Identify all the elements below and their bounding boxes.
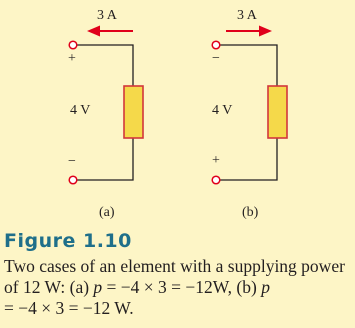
caption-text-3: = −4 × 3 = −12 W. bbox=[4, 298, 134, 318]
circuit-a-current-label: 3 A bbox=[97, 8, 117, 23]
circuit-b-bottom-polarity: + bbox=[212, 153, 220, 168]
circuit-b-element bbox=[268, 86, 287, 138]
circuit-a-element bbox=[124, 86, 143, 138]
caption-text-2: = −4 × 3 = −12W, (b) bbox=[106, 277, 257, 297]
circuit-b-voltage-label: 4 V bbox=[212, 103, 233, 118]
circuit-b-bottom-terminal bbox=[212, 176, 220, 184]
circuit-b-current-label: 3 A bbox=[237, 8, 257, 23]
circuit-b-top-polarity: − bbox=[212, 51, 220, 66]
circuit-b-sublabel: (b) bbox=[242, 205, 259, 220]
figure-caption bbox=[4, 256, 354, 319]
caption-variable-p-1: p bbox=[93, 277, 103, 297]
caption-variable-p-2: p bbox=[261, 277, 270, 297]
caption-text-1: Two cases of an element with a supplying power of 12 W: (a) bbox=[4, 256, 345, 297]
circuit-a-sublabel: (a) bbox=[99, 205, 115, 220]
figure-title: Figure 1.10 bbox=[4, 230, 132, 252]
circuit-b-current-arrow bbox=[226, 26, 272, 37]
circuit-b-top-terminal bbox=[212, 41, 220, 49]
circuit-a-current-arrow bbox=[87, 26, 133, 37]
circuit-a-bottom-polarity: − bbox=[68, 154, 76, 169]
circuit-a-bottom-terminal bbox=[69, 176, 77, 184]
circuit-a-top-polarity: + bbox=[68, 51, 76, 66]
circuit-a-voltage-label: 4 V bbox=[70, 103, 91, 118]
circuit-a-top-terminal bbox=[69, 41, 77, 49]
